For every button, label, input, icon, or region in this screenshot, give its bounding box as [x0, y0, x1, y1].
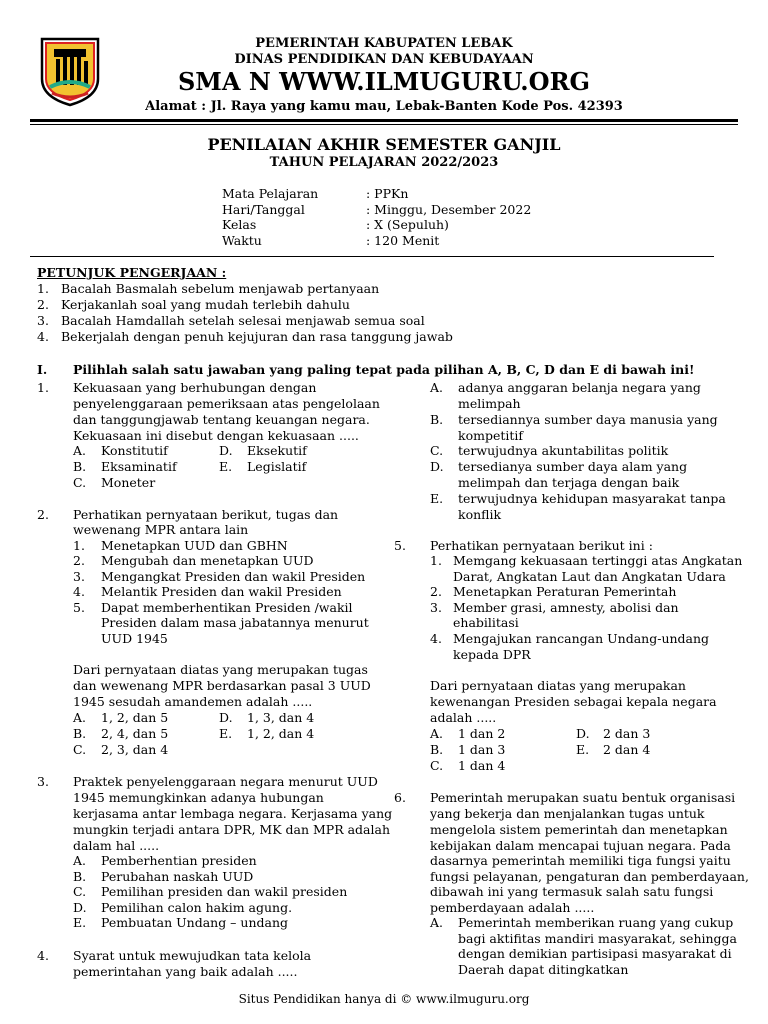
question-text: Kekuasaan yang berhubungan dengan: [73, 380, 317, 395]
option-text: Konstitutif: [101, 443, 168, 458]
instruction-text: Bekerjalah dengan penuh kejujuran dan rasa tanggung jawab: [61, 329, 453, 344]
option-letter: A.: [430, 380, 444, 395]
option-text: tersedianya sumber daya alam yang: [458, 459, 688, 474]
statement-text: Member grasi, amnesty, abolisi dan: [453, 600, 679, 615]
question-number: 6.: [394, 790, 406, 805]
option-text: 1 dan 2: [458, 726, 506, 741]
option-letter: D.: [219, 710, 233, 725]
option-text: terwujudnya akuntabilitas politik: [458, 443, 669, 458]
question-text: mungkin terjadi antara DPR, MK dan MPR adalah: [73, 822, 391, 837]
instruction-number: 3.: [37, 313, 49, 328]
option-text: Pemilihan presiden dan wakil presiden: [101, 884, 348, 899]
question-text: Perhatikan pernyataan berikut, tugas dan: [73, 507, 339, 522]
option-text: Pemerintah memberikan ruang yang cukup: [458, 915, 734, 930]
option-text: 2, 4, dan 5: [101, 726, 169, 741]
option-letter: C.: [73, 475, 87, 490]
statement-text: kepada DPR: [453, 647, 531, 662]
question-number: 1.: [37, 380, 49, 395]
question-text: Pemerintah merupakan suatu bentuk organisasi: [430, 790, 736, 805]
option-text: 1 dan 4: [458, 758, 506, 773]
statement-number: 4.: [73, 584, 85, 599]
instruction-text: Bacalah Hamdallah setelah selesai menjawab semua soal: [61, 313, 425, 328]
option-text: Pembuatan Undang – undang: [101, 915, 288, 930]
question-number: 2.: [37, 507, 49, 522]
header-rule: [30, 119, 738, 125]
instruction-text: Bacalah Basmalah sebelum menjawab pertanyaan: [61, 281, 380, 296]
instruction-text: Kerjakanlah soal yang mudah terlebih dahulu: [61, 297, 350, 312]
question-text: adalah .....: [430, 710, 497, 725]
academic-year: TAHUN PELAJARAN 2022/2023: [269, 155, 499, 170]
option-text: 1, 2, dan 5: [101, 710, 169, 725]
statement-text: Mengubah dan menetapkan UUD: [101, 553, 314, 568]
option-text: Eksekutif: [247, 443, 307, 458]
header-government: PEMERINTAH KABUPATEN LEBAK: [255, 36, 513, 51]
option-text: Legislatif: [247, 459, 307, 474]
option-letter: B.: [430, 742, 444, 757]
option-text: konflik: [458, 507, 502, 522]
option-text: Pemilihan calon hakim agung.: [101, 900, 293, 915]
option-letter: A.: [430, 726, 444, 741]
instructions-title: PETUNJUK PENGERJAAN :: [37, 265, 227, 280]
instruction-number: 4.: [37, 329, 49, 344]
option-text: Daerah dapat ditingkatkan: [458, 962, 629, 977]
question-text: kewenangan Presiden sebagai kepala negara: [430, 694, 717, 709]
option-text: Moneter: [101, 475, 156, 490]
statement-text: Memgang kekuasaan tertinggi atas Angkatan: [453, 553, 743, 568]
question-number: 3.: [37, 774, 49, 789]
question-number: 5.: [394, 538, 406, 553]
question-text: penyelenggaraan pemeriksaan atas pengelolaan: [73, 396, 380, 411]
question-text: Perhatikan pernyataan berikut ini :: [430, 538, 653, 553]
instruction-number: 2.: [37, 297, 49, 312]
statement-text: Mengajukan rancangan Undang-undang: [453, 631, 710, 646]
school-address: Alamat : Jl. Raya yang kamu mau, Lebak-Banten Kode Pos. 42393: [145, 99, 623, 114]
option-text: melimpah: [458, 396, 521, 411]
option-letter: C.: [430, 758, 444, 773]
question-text: Dari pernyataan diatas yang merupakan: [430, 678, 686, 693]
option-text: 1, 3, dan 4: [247, 710, 315, 725]
info-value: : 120 Menit: [366, 233, 440, 248]
option-text: 1 dan 3: [458, 742, 506, 757]
option-text: 2 dan 4: [603, 742, 651, 757]
info-value: : Minggu, Desember 2022: [366, 202, 532, 217]
option-letter: D.: [430, 459, 444, 474]
option-letter: A.: [73, 710, 87, 725]
question-text: Kekuasaan ini disebut dengan kekuasaan .....: [73, 428, 359, 443]
section-number: I.: [37, 362, 48, 377]
statement-number: 4.: [430, 631, 442, 646]
option-letter: D.: [576, 726, 590, 741]
exam-title: PENILAIAN AKHIR SEMESTER GANJIL: [207, 135, 561, 154]
question-text: wewenang MPR antara lain: [73, 522, 249, 537]
option-text: 2 dan 3: [603, 726, 651, 741]
option-text: dengan demikian partisipasi masyarakat di: [458, 946, 732, 961]
option-letter: D.: [73, 900, 87, 915]
option-text: bagi aktifitas mandiri masyarakat, sehingga: [458, 931, 738, 946]
option-letter: E.: [576, 742, 590, 757]
statement-number: 5.: [73, 600, 85, 615]
statement-text: Mengangkat Presiden dan wakil Presiden: [101, 569, 366, 584]
option-letter: C.: [430, 443, 444, 458]
option-text: terwujudnya kehidupan masyarakat tanpa: [458, 491, 726, 506]
statement-text: Melantik Presiden dan wakil Presiden: [101, 584, 342, 599]
option-letter: C.: [73, 884, 87, 899]
statement-number: 1.: [73, 538, 85, 553]
option-letter: B.: [73, 726, 87, 741]
question-text: 1945 sesudah amandemen adalah .....: [73, 694, 313, 709]
option-letter: B.: [73, 869, 87, 884]
option-letter: E.: [430, 491, 444, 506]
option-text: tersediannya sumber daya manusia yang: [458, 412, 718, 427]
question-number: 4.: [37, 948, 49, 963]
info-value: : X (Sepuluh): [366, 217, 449, 232]
question-text: yang bekerja dan menjalankan tugas untuk: [430, 806, 705, 821]
question-text: dalam hal .....: [73, 838, 160, 853]
question-text: pemberdayaan adalah .....: [430, 900, 595, 915]
question-text: kerjasama antar lembaga negara. Kerjasama yang: [73, 806, 393, 821]
instruction-number: 1.: [37, 281, 49, 296]
option-text: 1, 2, dan 4: [247, 726, 315, 741]
option-letter: E.: [73, 915, 87, 930]
statement-number: 1.: [430, 553, 442, 568]
option-letter: B.: [430, 412, 444, 427]
option-letter: A.: [73, 443, 87, 458]
option-letter: E.: [219, 459, 233, 474]
school-name: SMA N WWW.ILMUGURU.ORG: [177, 67, 591, 96]
option-text: adanya anggaran belanja negara yang: [458, 380, 701, 395]
option-letter: E.: [219, 726, 233, 741]
option-text: Eksaminatif: [101, 459, 177, 474]
statement-number: 3.: [73, 569, 85, 584]
option-text: 2, 3, dan 4: [101, 742, 169, 757]
question-text: Dari pernyataan diatas yang merupakan tugas: [73, 662, 368, 677]
statement-number: 2.: [430, 584, 442, 599]
statement-number: 2.: [73, 553, 85, 568]
statement-text: Menetapkan UUD dan GBHN: [101, 538, 288, 553]
option-text: Perubahan naskah UUD: [101, 869, 254, 884]
question-text: kebijakan dalam mencapai tujuan negara. Pada: [430, 838, 731, 853]
option-letter: C.: [73, 742, 87, 757]
page-footer: Situs Pendidikan hanya di © www.ilmuguru.org: [238, 992, 530, 1006]
option-letter: A.: [73, 853, 87, 868]
question-text: dibawah ini yang termasuk salah satu fungsi: [430, 884, 714, 899]
question-text: fungsi pelayanan, pengaturan dan pemberdayaan,: [430, 869, 749, 884]
option-letter: D.: [219, 443, 233, 458]
statement-text: ehabilitasi: [453, 615, 519, 630]
info-rule: [30, 256, 714, 257]
option-letter: B.: [73, 459, 87, 474]
question-text: Syarat untuk mewujudkan tata kelola: [73, 948, 312, 963]
statement-text: Dapat memberhentikan Presiden /wakil: [101, 600, 353, 615]
question-text: dan wewenang MPR berdasarkan pasal 3 UUD: [73, 678, 371, 693]
statement-text: Menetapkan Peraturan Pemerintah: [453, 584, 677, 599]
info-label: Mata Pelajaran: [222, 186, 319, 201]
question-text: dasarnya pemerintah memiliki tiga fungsi yaitu: [430, 853, 731, 868]
info-label: Hari/Tanggal: [222, 202, 305, 217]
statement-text: UUD 1945: [101, 631, 168, 646]
option-text: melimpah dan terjaga dengan baik: [458, 475, 680, 490]
info-label: Kelas: [222, 217, 257, 232]
question-text: 1945 memungkinkan adanya hubungan: [73, 790, 324, 805]
question-text: mengelola sistem pemerintah dan menetapkan: [430, 822, 728, 837]
statement-number: 3.: [430, 600, 442, 615]
section-instruction: Pilihlah salah satu jawaban yang paling tepat pada pilihan A, B, C, D dan E di bawah ini!: [73, 362, 695, 377]
question-text: dan tanggungjawab tentang keuangan negara.: [73, 412, 370, 427]
header-department: DINAS PENDIDIKAN DAN KEBUDAYAAN: [234, 52, 534, 67]
question-text: pemerintahan yang baik adalah .....: [73, 964, 298, 979]
option-text: kompetitif: [458, 428, 524, 443]
info-value: : PPKn: [366, 186, 409, 201]
question-text: Praktek penyelenggaraan negara menurut UUD: [73, 774, 378, 789]
option-letter: A.: [430, 915, 444, 930]
statement-text: Presiden dalam masa jabatannya menurut: [101, 615, 369, 630]
option-text: Pemberhentian presiden: [101, 853, 257, 868]
info-label: Waktu: [222, 233, 262, 248]
statement-text: Darat, Angkatan Laut dan Angkatan Udara: [453, 569, 726, 584]
